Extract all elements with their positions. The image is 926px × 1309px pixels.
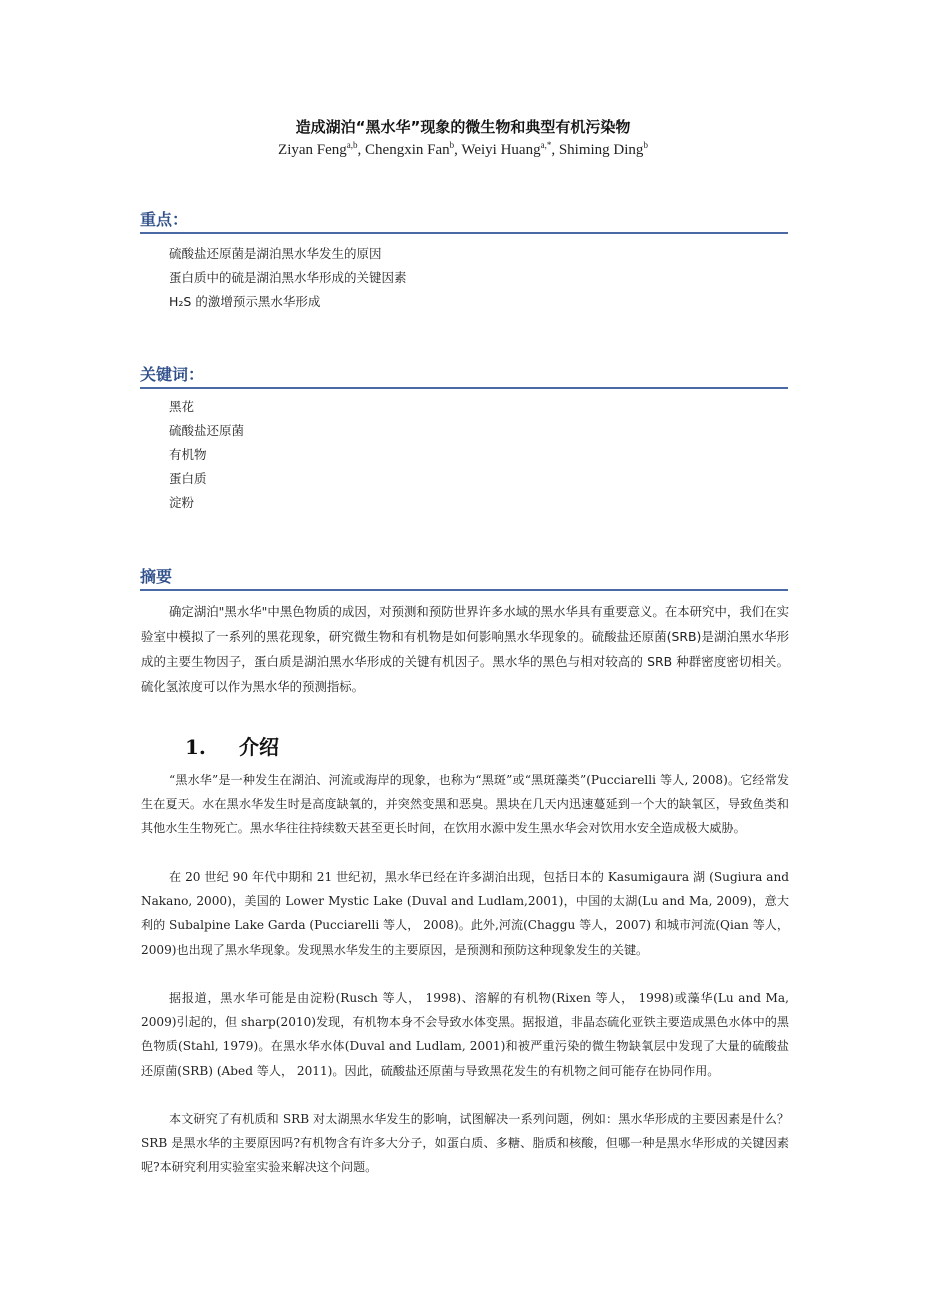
keyword-item: 蛋白质 (169, 471, 207, 486)
paper-title: 造成湖泊“黑水华”现象的微生物和典型有机污染物 (295, 118, 631, 136)
intro-paragraph: “黑水华”是一种发生在湖泊、河流或海岸的现象，也称为“黑斑”或“黑斑藻类”(Pucciarelli 等人, 2008)。它经常发生在夏天。水在黑水华发生时是高度缺氧的，并突然变黑和恶臭。黑块在几天内迅速蔓延到一个大的缺氧区，导致鱼类和其他水生生物死亡。黑水华往往持续数天甚至更长时间，在饮用水源中发生黑水华会对饮用水安全造成极大威胁。 (141, 773, 789, 836)
section-number: 1. (185, 735, 206, 759)
section-title: 介绍 (239, 735, 279, 759)
highlight-item: 硫酸盐还原菌是湖泊黑水华发生的原因 (169, 246, 382, 261)
keywords-heading: 关键词： (140, 365, 788, 389)
author-name: Ziyan Feng (278, 142, 347, 158)
author-name: Chengxin Fan (365, 142, 450, 158)
intro-paragraph: 本文研究了有机质和 SRB 对太湖黑水华发生的影响，试图解决一系列问题，例如：黑水华形成的主要因素是什么？SRB 是黑水华的主要原因吗?有机物含有许多大分子，如蛋白质、多糖、脂质和核酸，但哪一种是黑水华形成的关键因素呢?本研究利用实验室实验来解决这个问题。 (141, 1112, 789, 1175)
keyword-item: 黑花 (169, 399, 195, 414)
author-name: Weiyi Huang (461, 142, 541, 158)
keyword-item: 有机物 (169, 447, 207, 462)
abstract-text: 确定湖泊"黑水华"中黑色物质的成因，对预测和预防世界许多水域的黑水华具有重要意义。在本研究中，我们在实验室中模拟了一系列的黑花现象，研究微生物和有机物是如何影响黑水华现象的。硫酸盐还原菌(SRB)是湖泊黑水华形成的主要生物因子，蛋白质是湖泊黑水华形成的关键有机因子。黑水华的黑色与相对较高的 SRB 种群密度密切相关。硫化氢浓度可以作为黑水华的预测指标。 (141, 604, 789, 694)
section-heading (185, 731, 279, 760)
highlights-heading: 重点： (140, 210, 788, 234)
abstract-heading: 摘要 (140, 567, 788, 591)
highlight-item: H₂S 的激增预示黑水华形成 (169, 294, 321, 309)
author-affiliation: a,* (540, 140, 552, 150)
author-affiliation: a,b (346, 140, 358, 150)
highlight-item: 蛋白质中的硫是湖泊黑水华形成的关键因素 (169, 270, 407, 285)
author-list: Ziyan Feng$^{a,b}$, Chengxin Fan$^b$, Weiyi Huang$^{a,*}$, Shiming Ding$^b$ (278, 140, 648, 158)
intro-paragraph: 据报道，黑水华可能是由淀粉(Rusch 等人， 1998)、溶解的有机物(Rixen 等人， 1998)或藻华(Lu and Ma, 2009)引起的，但 sharp(2010)发现，有机物本身不会导致水体变黑。据报道，非晶态硫化亚铁主要造成黑色水体中的黑色物质(Stahl, 1979)。在黑水华水体(Duval and Ludlam, 2001)和被严重污染的微生物缺氧层中发现了大量的硫酸盐还原菌(SRB) (Abed 等人， 2011)。因此，硫酸盐还原菌与导致黑花发生的有机物之间可能存在协同作用。 (141, 991, 789, 1078)
intro-paragraph: 在 20 世纪 90 年代中期和 21 世纪初，黑水华已经在许多湖泊出现，包括日本的 Kasumigaura 湖 (Sugiura and Nakano, 2000)，美国的 Lower Mystic Lake (Duval and Ludlam,2001)，中国的太湖(Lu and Ma, 2009)，意大利的 Subalpine Lake Garda (Pucciarelli 等人， 2008)。此外,河流(Chaggu 等人，2007) 和城市河流(Qian 等人， 2009)也出现了黑水华现象。发现黑水华发生的主要原因，是预测和预防这种现象发生的关键。 (141, 870, 789, 957)
keyword-item: 淀粉 (169, 495, 195, 510)
author-affiliation: b (449, 140, 455, 150)
keyword-item: 硫酸盐还原菌 (169, 423, 245, 438)
author-name: Shiming Ding (558, 142, 644, 158)
author-affiliation: b (643, 140, 648, 150)
